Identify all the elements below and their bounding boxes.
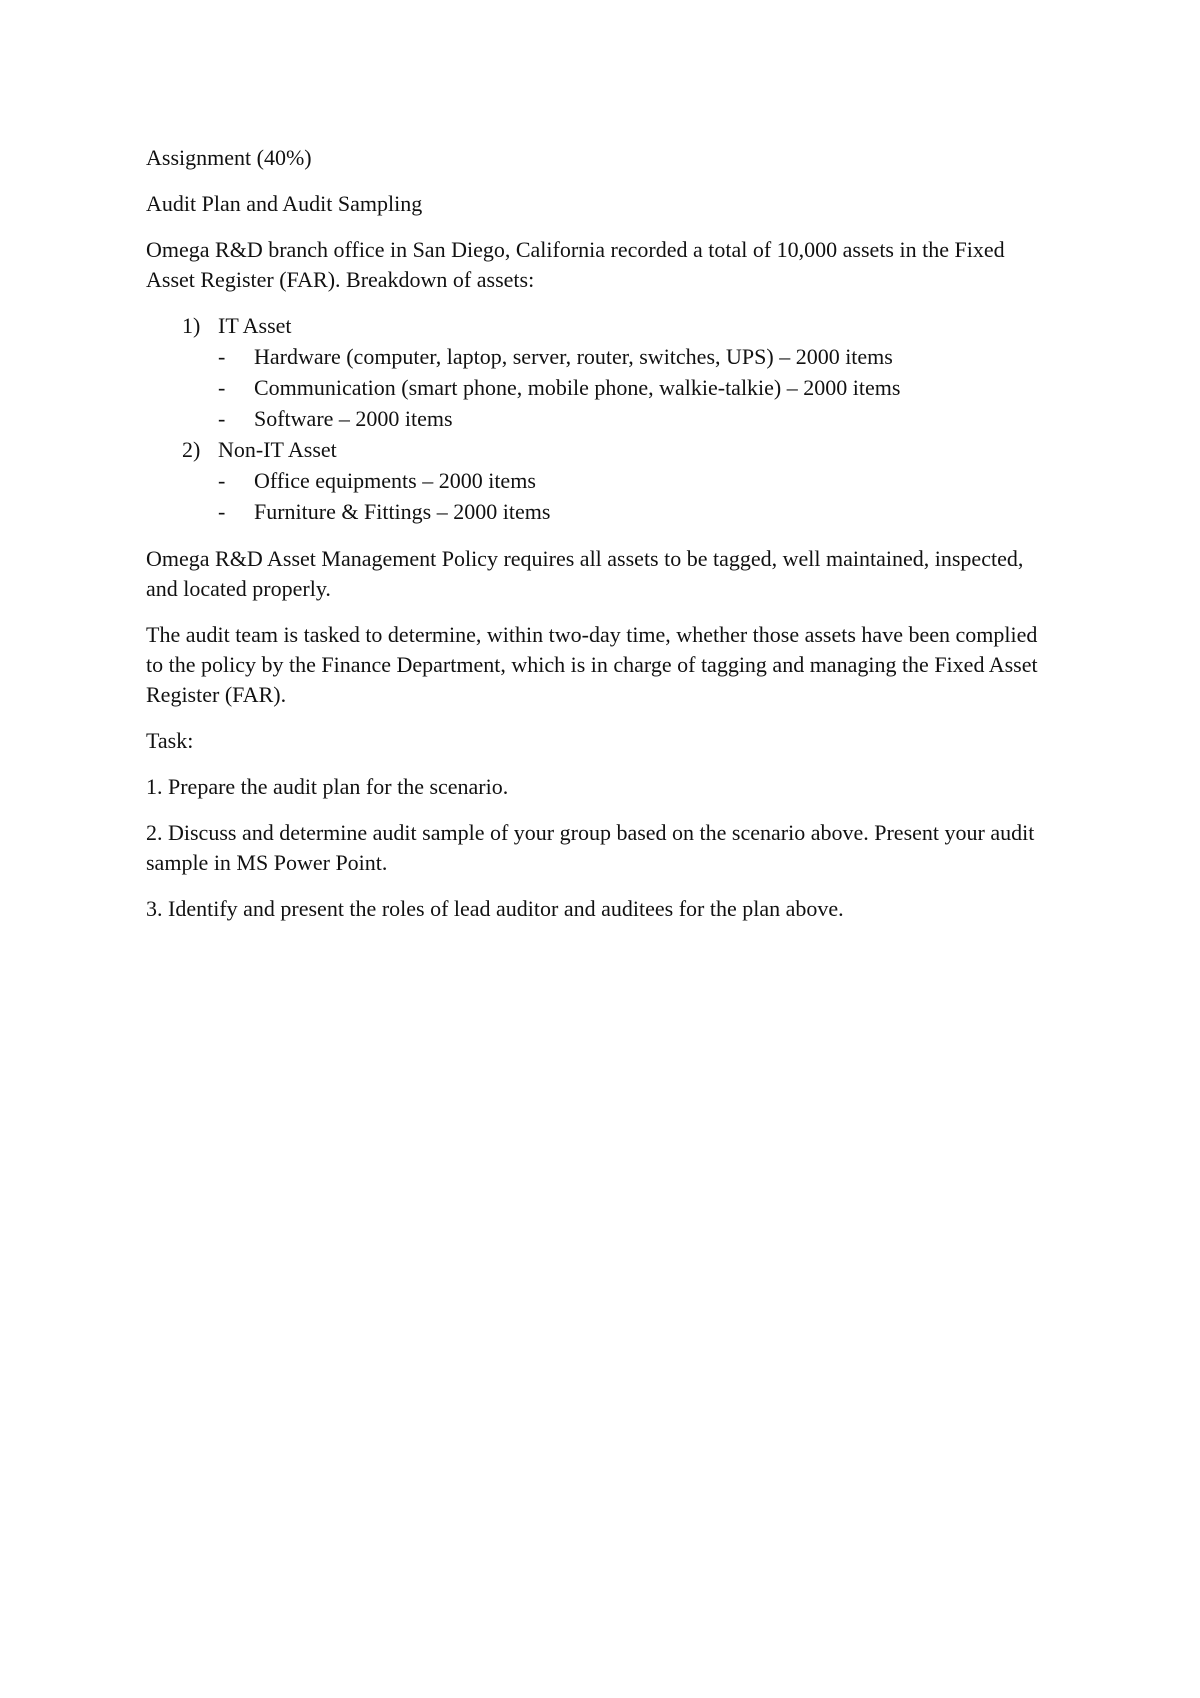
asset-item-text: Furniture & Fittings – 2000 items [254, 499, 551, 524]
dash-bullet: - [218, 499, 226, 524]
intro-paragraph: Omega R&D branch office in San Diego, California recorded a total of 10,000 assets in the Fixed Asset Register (FAR). Breakdown of assets: [146, 237, 1005, 292]
list-item [146, 342, 1066, 373]
dash-bullet: - [218, 344, 226, 369]
asset-breakdown-list [146, 311, 1066, 528]
category-it-asset [146, 311, 1066, 435]
list-item [146, 466, 1066, 497]
dash-bullet: - [218, 375, 226, 400]
asset-item-text: Hardware (computer, laptop, server, router, switches, UPS) – 2000 items [254, 344, 893, 369]
category-number: 2) [182, 437, 201, 462]
assignment-subtitle: Audit Plan and Audit Sampling [146, 191, 423, 216]
policy-paragraph: Omega R&D Asset Management Policy requires all assets to be tagged, well maintained, inspected, and located properly. [146, 546, 1024, 601]
category-non-it-asset [146, 435, 1066, 528]
assignment-title: Assignment (40%) [146, 145, 312, 170]
category-number: 1) [182, 313, 201, 338]
task-item-1: 1. Prepare the audit plan for the scenario. [146, 774, 509, 799]
dash-bullet: - [218, 468, 226, 493]
asset-item-text: Office equipments – 2000 items [254, 468, 536, 493]
asset-item-text: Software – 2000 items [254, 406, 453, 431]
audit-team-paragraph: The audit team is tasked to determine, within two-day time, whether those assets have been complied to the policy by the Finance Department, which is in charge of tagging and managing the Fixed Asset Register (FAR). [146, 622, 1038, 707]
dash-bullet: - [218, 406, 226, 431]
category-label: IT Asset [218, 313, 292, 338]
task-heading: Task: [146, 728, 194, 753]
list-item [146, 404, 1066, 435]
task-item-3: 3. Identify and present the roles of lead auditor and auditees for the plan above. [146, 896, 844, 921]
task-item-2: 2. Discuss and determine audit sample of your group based on the scenario above. Present your audit sample in MS Power Point. [146, 820, 1035, 875]
list-item [146, 373, 1066, 404]
category-label: Non-IT Asset [218, 437, 337, 462]
list-item [146, 497, 1066, 528]
document-body [146, 143, 1066, 940]
asset-item-text: Communication (smart phone, mobile phone, walkie-talkie) – 2000 items [254, 375, 901, 400]
